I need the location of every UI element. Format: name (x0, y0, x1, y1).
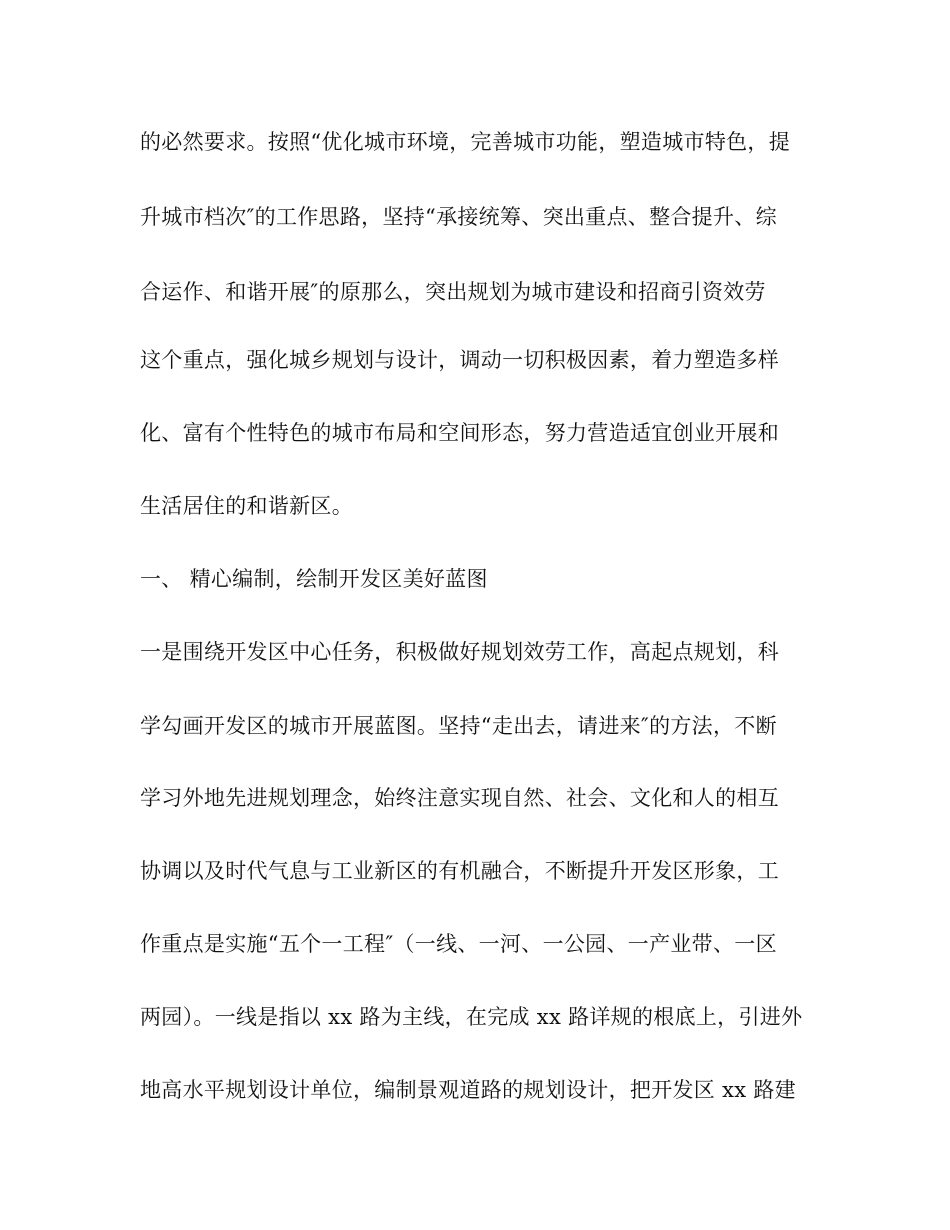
paragraph-line: 协调以及时代气息与工业新区的有机融合，不断提升开发区形象，工 (140, 859, 779, 883)
paragraph-line: 合运作、和谐开展″的原那么，突出规划为城市建设和招商引资效劳 (140, 280, 766, 304)
paragraph-line: 的必然要求。按照“优化城市环境，完善城市功能，塑造城市特色，提 (140, 130, 791, 154)
paragraph-line: 这个重点，强化城乡规划与设计，调动一切积极因素，着力塑造多样 (140, 348, 779, 372)
paragraph-line: 两园）。一线是指以 xx 路为主线，在完成 xx 路详规的根底上，引进外 (140, 1005, 803, 1029)
paragraph-line: 生活居住的和谐新区。 (140, 494, 353, 518)
paragraph-line: 学习外地先进规划理念，始终注意实现自然、社会、文化和人的相互 (140, 786, 779, 810)
paragraph-line: 化、富有个性特色的城市布局和空间形态，努力营造适宜创业开展和 (140, 421, 779, 445)
section-heading: 一、 精心编制，绘制开发区美好蓝图 (140, 567, 488, 591)
paragraph-line: 地高水平规划设计单位，编制景观道路的规划设计，把开发区 xx 路建 (140, 1078, 796, 1102)
paragraph-line: 作重点是实施“五个一工程″（一线、一河、一公园、一产业带、一区 (140, 932, 777, 956)
paragraph-line: 一是围绕开发区中心任务，积极做好规划效劳工作，高起点规划，科 (140, 640, 779, 664)
paragraph-line: 学勾画开发区的城市开展蓝图。坚持“走出去，请进来″的方法，不断 (140, 714, 777, 738)
paragraph-line: 升城市档次″的工作思路，坚持“承接统筹、突出重点、整合提升、综 (140, 205, 777, 229)
